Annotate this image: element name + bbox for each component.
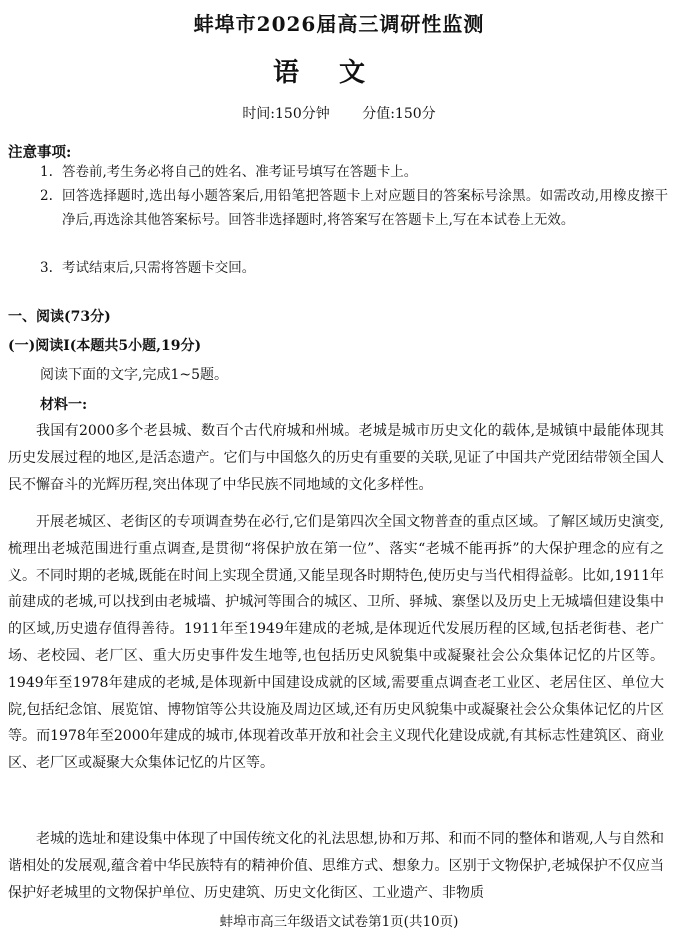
notice-heading: 注意事项: xyxy=(8,144,72,161)
reading-instruction: 阅读下面的文字,完成1~5题。 xyxy=(40,367,228,383)
passage-paragraph: 我国有2000多个老县城、数百个古代府城和州城。老城是城市历史文化的载体,是城镇中最能体现其历史发展过程的地区,是活态遗产。它们与中国悠久的历史有重要的关联,见证了中国共产党团结带领全国人民不懈奋斗的光辉历程,突出体现了中华民族不同地域的文化多样性。 xyxy=(8,423,664,493)
subsection-heading: (一)阅读Ⅰ(本题共5小题,19分) xyxy=(8,338,202,354)
notice-item xyxy=(40,256,668,280)
passage-paragraph: 开展老城区、老街区的专项调查势在必行,它们是第四次全国文物普查的重点区域。了解区域历史演变,梳理出老城范围进行重点调查,是贯彻“将保护放在第一位”、落实“老城不能再拆”的大保护理念的应有之义。不同时期的老城,既能在时间上实现全贯通,又能呈现各时期特色,使历史与当代相得益彰。比如,1911年前建成的老城,可以找到由老城墙、护城河等围合的城区、卫所、驿城、寨堡以及历史上无城墙但建设集中的区域,历史遗存值得善待。1911年至1949年建成的老城,是体现近代发展历程的区域,包括老街巷、老广场、老校园、老厂区、重大历史事件发生地等,也包括历史风貌集中或凝聚社会公众集体记忆的片区等。1949年至1978年建成的老城,是体现新中国建设成就的区域,需要重点调查老工业区、老居住区、单位大院,包括纪念馆、展览馆、博物馆等公共设施及周边区域,还有历史风貌集中或凝聚社会公众集体记忆的片区等。而1978年至2000年建成的城市,体现着改革开放和社会主义现代化建设成就,有其标志性建筑区、商业区、老厂区或凝聚大众集体记忆的片区等。 xyxy=(8,514,664,772)
notice-item-text: 考试结束后,只需将答题卡交回。 xyxy=(62,260,256,276)
exam-score: 分值:150分 xyxy=(362,106,436,122)
exam-title: 蚌埠市2026届高三调研性监测 xyxy=(193,12,485,36)
notice-item xyxy=(40,160,668,184)
notice-item-number: 1. xyxy=(40,164,53,180)
subject-title: 语文 xyxy=(272,58,405,88)
notice-item-text: 回答选择题时,选出每小题答案后,用铅笔把答题卡上对应题目的答案标号涂黑。如需改动,用橡皮擦干净后,再选涂其他答案标号。回答非选择题时,将答案写在答题卡上,写在本试卷上无效。 xyxy=(62,188,668,228)
page-footer: 蚌埠市高三年级语文试卷第1页(共10页) xyxy=(219,914,459,930)
notice-item-number: 3. xyxy=(40,260,53,276)
exam-meta xyxy=(0,103,678,123)
notice-item-text: 答卷前,考生务必将自己的姓名、准考证号填写在答题卡上。 xyxy=(62,164,418,180)
exam-time: 时间:150分钟 xyxy=(242,106,330,122)
section-heading: 一、阅读(73分) xyxy=(8,309,111,325)
material-label: 材料一: xyxy=(40,397,88,413)
passage-paragraph: 老城的选址和建设集中体现了中国传统文化的礼法思想,协和万邦、和而不同的整体和谐观,人与自然和谐相处的发展观,蕴含着中华民族特有的精神价值、思维方式、想象力。区别于文物保护,老城保护不仅应当保护好老城里的文物保护单位、历史建筑、历史文化街区、工业遗产、非物质 xyxy=(8,831,664,901)
notice-item-number: 2. xyxy=(40,188,53,204)
notice-item xyxy=(40,184,668,232)
